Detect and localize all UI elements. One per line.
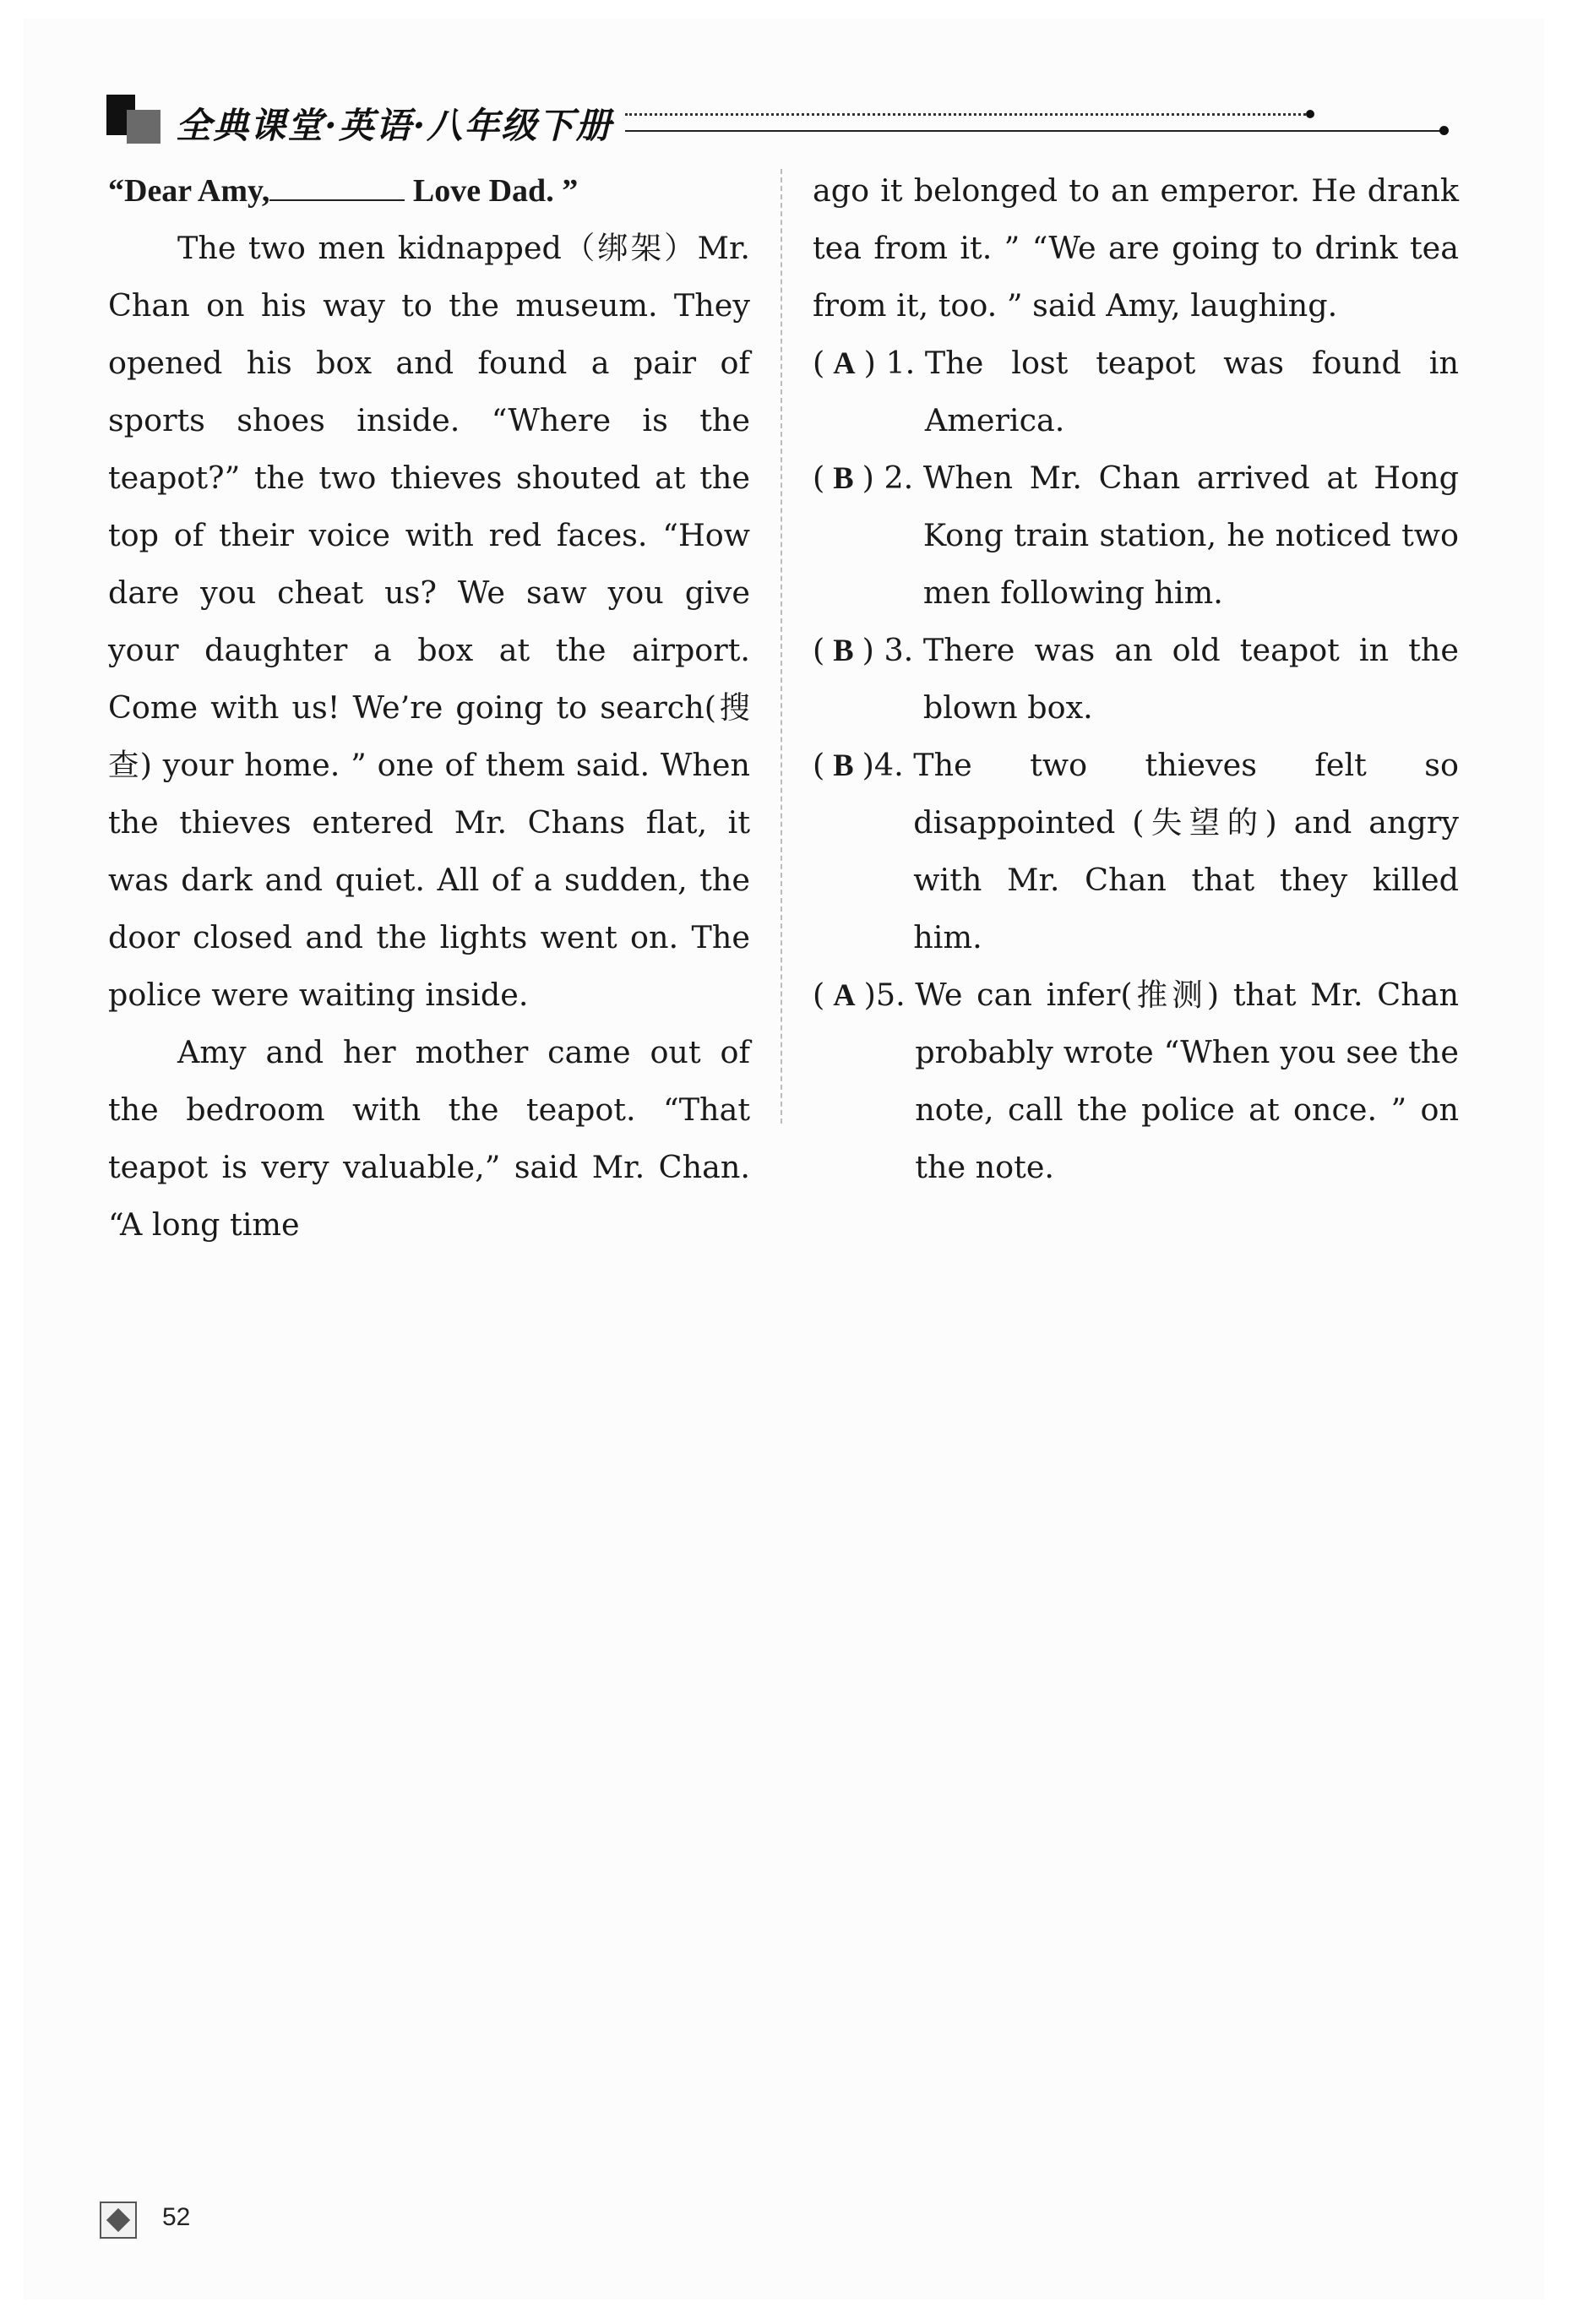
answer-bracket: ( B ) 3. xyxy=(813,632,914,668)
header-solid-rule xyxy=(625,130,1441,132)
answer-letter: A xyxy=(833,977,856,1012)
question-item xyxy=(813,335,1459,449)
question-text: The two thieves felt so disappointed (失望的) and angry with Mr. Chan that they killed him. xyxy=(913,747,1459,955)
header-dot xyxy=(1439,126,1449,135)
column-divider xyxy=(781,169,782,1124)
answer-letter: B xyxy=(833,748,854,782)
question-item xyxy=(813,622,1459,737)
left-column xyxy=(108,162,750,1254)
question-item xyxy=(813,966,1459,1196)
story-paragraph: ago it belonged to an emperor. He drank tea from it. ” “We are going to drink tea from it, too. ” said Amy, laughing. xyxy=(813,172,1459,324)
answer-letter: A xyxy=(833,346,856,380)
question-item xyxy=(813,737,1459,966)
header-dotted-rule xyxy=(625,113,1306,116)
question-text: When Mr. Chan arrived at Hong Kong train station, he noticed two men following him. xyxy=(922,460,1459,611)
page-number: 52 xyxy=(162,2203,191,2231)
header-logo-shade xyxy=(127,110,160,144)
answer-bracket: ( B )4. xyxy=(813,747,904,783)
heading-end: Love Dad. ” xyxy=(412,173,579,209)
book-title: 全典课堂·英语·八年级下册 xyxy=(176,105,613,146)
question-number: 4. xyxy=(873,747,904,783)
heading-blank xyxy=(269,167,405,201)
question-number: 1. xyxy=(885,345,916,381)
answer-letter: B xyxy=(833,633,854,667)
story-paragraph: Amy and her mother came out of the bedroom with the teapot. “That teapot is very valuable,” said Mr. Chan. “A long time xyxy=(108,1034,750,1243)
answer-bracket: ( B ) 2. xyxy=(813,460,914,496)
question-item xyxy=(813,449,1459,622)
question-number: 2. xyxy=(884,460,914,496)
question-text: We can infer(推测) that Mr. Chan probably wrote “When you see the note, call the police at once. ” on the note. xyxy=(915,977,1459,1185)
header-dot xyxy=(1306,110,1314,118)
page-header xyxy=(84,78,1470,154)
story-paragraph: The two men kidnapped（绑架）Mr. Chan on his way to the museum. They opened his box and found a pair of sports shoes inside. “Where is the teapot?” the two thieves shouted at the top of their voice with red faces. “How dare you cheat us? We saw you give your daughter a box at the airport. Come with us! We’re going to search(搜查) your home. ” one of them said. When the thieves entered Mr. Chans flat, it was dark and quiet. All of a sudden, the door closed and the lights went on. The police were waiting inside. xyxy=(108,230,750,1013)
question-number: 3. xyxy=(884,632,914,668)
heading-start: “Dear Amy, xyxy=(108,173,270,209)
answer-bracket: ( A ) 1. xyxy=(813,345,916,381)
question-number: 5. xyxy=(875,977,906,1013)
diamond-icon xyxy=(100,2202,137,2239)
question-text: The lost teapot was found in America. xyxy=(924,345,1459,438)
answer-bracket: ( A )5. xyxy=(813,977,906,1013)
letter-heading xyxy=(108,162,750,220)
answer-letter: B xyxy=(833,460,854,495)
question-text: There was an old teapot in the blown box. xyxy=(922,632,1459,726)
right-column xyxy=(813,162,1459,1196)
